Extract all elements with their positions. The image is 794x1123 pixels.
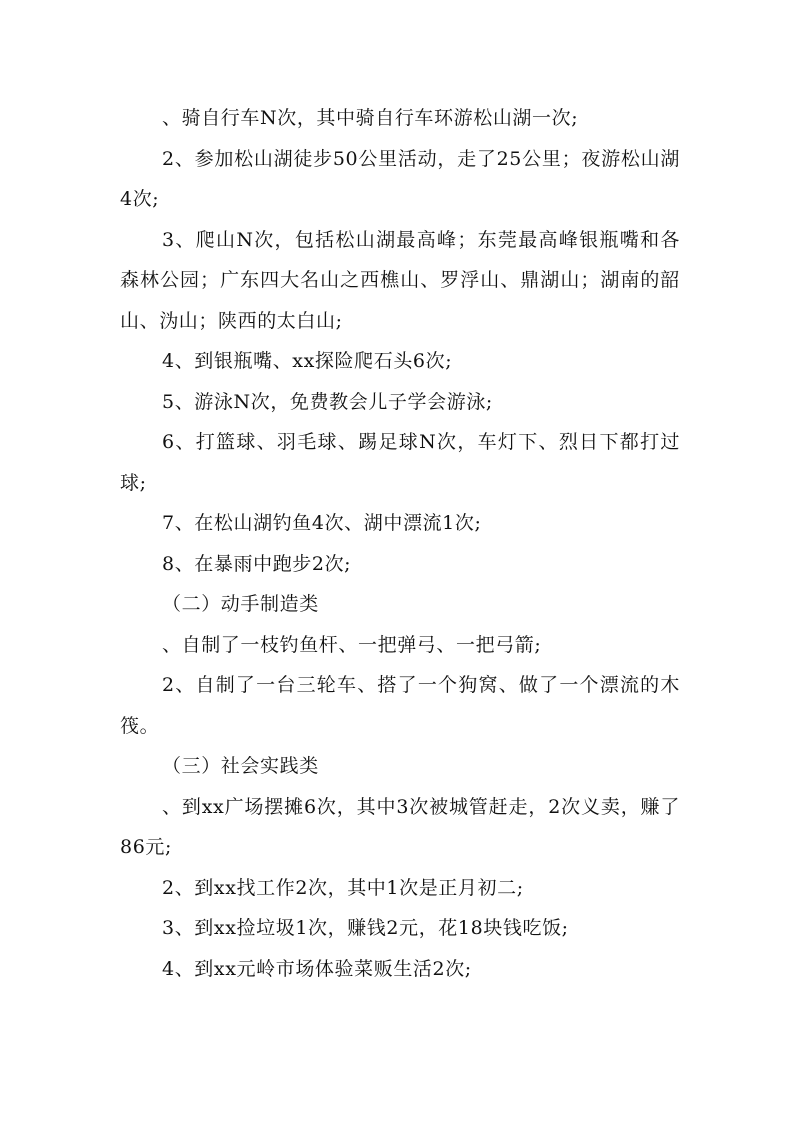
paragraph-garbage-collecting: 3、到xx捡垃圾1次，赚钱2元，花18块钱吃饭; bbox=[162, 917, 569, 939]
document-body bbox=[120, 98, 680, 989]
paragraph-ball-games: 6、打篮球、羽毛球、踢足球N次，车灯下、烈日下都打过球; bbox=[120, 431, 680, 494]
paragraph-rock-climbing: 4、到银瓶嘴、xx探险爬石头6次; bbox=[162, 350, 453, 372]
paragraph-swimming: 5、游泳N次，免费教会儿子学会游泳; bbox=[162, 390, 493, 413]
section-heading-handmade: （二）动手制造类 bbox=[162, 593, 319, 615]
paragraph-handmade-tools: 、自制了一枝钓鱼杆、一把弹弓、一把弓箭; bbox=[162, 633, 542, 656]
paragraph-running: 8、在暴雨中跑步2次; bbox=[162, 552, 352, 575]
paragraph-street-stall: 、到xx广场摆摊6次，其中3次被城管赶走，2次义卖，赚了86元; bbox=[120, 795, 680, 858]
paragraph-handmade-vehicles: 2、自制了一台三轮车、搭了一个狗窝、做了一个漂流的木筏。 bbox=[120, 674, 680, 737]
paragraph-hiking: 2、参加松山湖徒步50公里活动，走了25公里；夜游松山湖4次; bbox=[120, 147, 680, 210]
section-heading-social-practice: （三）社会实践类 bbox=[162, 755, 319, 777]
paragraph-fishing: 7、在松山湖钓鱼4次、湖中漂流1次; bbox=[162, 512, 482, 534]
paragraph-cycling: 、骑自行车N次，其中骑自行车环游松山湖一次; bbox=[162, 107, 579, 129]
paragraph-mountain-climbing: 3、爬山N次，包括松山湖最高峰；东莞最高峰银瓶嘴和各森林公园；广东四大名山之西樵山、罗浮山、鼎湖山；湖南的韶山、沩山；陕西的太白山; bbox=[120, 228, 680, 332]
paragraph-job-hunting: 2、到xx找工作2次，其中1次是正月初二; bbox=[162, 876, 524, 899]
paragraph-vegetable-vendor: 4、到xx元岭市场体验菜贩生活2次; bbox=[162, 957, 472, 980]
